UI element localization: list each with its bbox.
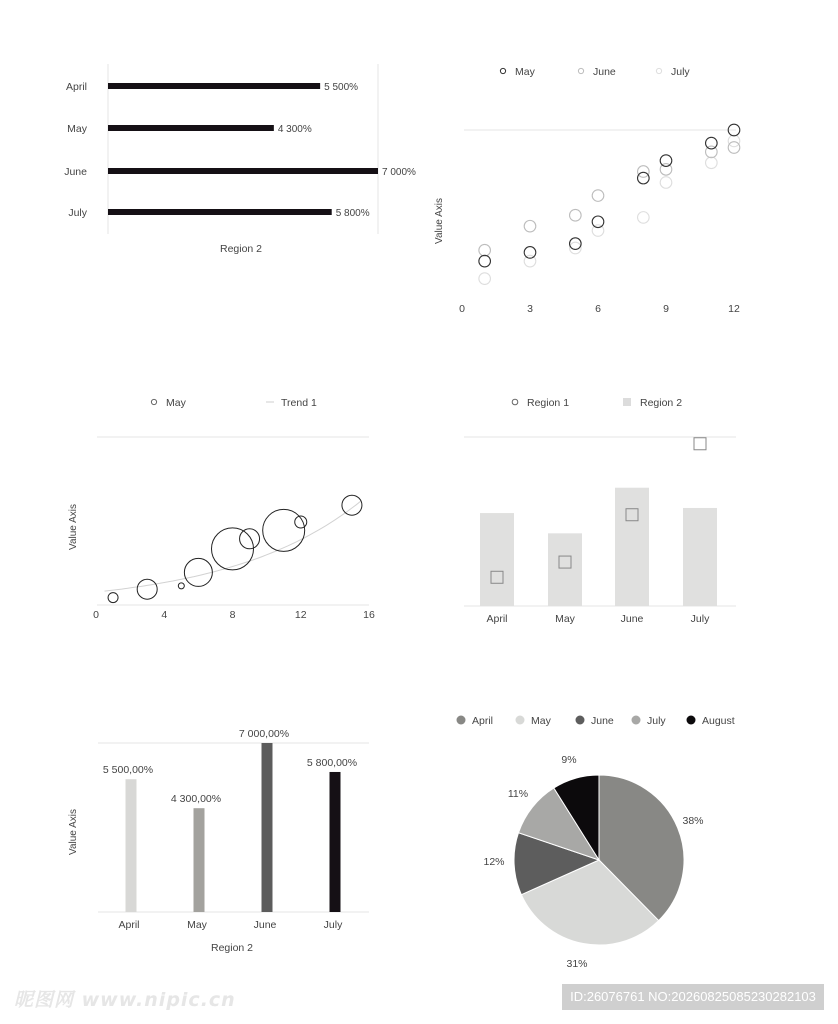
data-label: 5 800% bbox=[335, 208, 370, 219]
legend-label: June bbox=[593, 66, 616, 78]
category-label: May bbox=[187, 919, 207, 931]
data-point bbox=[728, 142, 740, 154]
legend-marker bbox=[687, 716, 696, 725]
data-point bbox=[638, 166, 650, 178]
data-point bbox=[479, 273, 491, 285]
data-label: 4 300,00% bbox=[170, 793, 222, 806]
category-label: June bbox=[620, 613, 644, 625]
bar bbox=[548, 533, 582, 606]
axis-title: Region 2 bbox=[219, 243, 263, 255]
legend-marker bbox=[500, 68, 505, 73]
data-label: 5 800,00% bbox=[306, 756, 358, 769]
data-label: 4 300% bbox=[277, 124, 312, 135]
bar bbox=[615, 488, 649, 606]
marker bbox=[694, 438, 706, 450]
chart-vertical-bar bbox=[68, 728, 369, 954]
trendline bbox=[105, 501, 361, 591]
category-label: May bbox=[555, 613, 575, 625]
tick-label: 9 bbox=[663, 303, 669, 315]
data-label: 7 000,00% bbox=[238, 728, 290, 740]
bubble bbox=[108, 593, 118, 603]
data-point bbox=[706, 137, 718, 149]
chart-horizontal-bar bbox=[64, 64, 416, 255]
data-point bbox=[479, 244, 491, 256]
slice-label: 11% bbox=[507, 788, 529, 800]
axis-title: Value Axis bbox=[434, 198, 445, 244]
axis-title: Value Axis bbox=[68, 504, 79, 550]
legend-marker bbox=[516, 716, 525, 725]
bubble bbox=[184, 558, 212, 586]
watermark-id: ID:26076761 NO:20260825085230282103 bbox=[562, 984, 824, 1010]
legend-label: August bbox=[702, 715, 735, 727]
chart-scatter bbox=[434, 66, 740, 315]
bar bbox=[194, 808, 205, 912]
data-point bbox=[570, 209, 582, 221]
legend-label: Trend 1 bbox=[281, 397, 317, 409]
bar bbox=[126, 779, 137, 912]
legend-label: June bbox=[591, 715, 614, 727]
legend-marker bbox=[632, 716, 641, 725]
legend-label: July bbox=[647, 715, 666, 727]
legend-label: May bbox=[166, 397, 186, 409]
data-label: 5 500,00% bbox=[102, 764, 154, 777]
data-point bbox=[660, 155, 672, 167]
category-label: April bbox=[486, 613, 508, 625]
tick-label: 12 bbox=[728, 303, 740, 315]
data-point bbox=[479, 255, 491, 267]
legend-label: Region 1 bbox=[527, 397, 570, 409]
legend-label: April bbox=[472, 715, 494, 727]
data-point bbox=[524, 247, 536, 259]
data-point bbox=[728, 135, 740, 147]
bubble bbox=[240, 529, 260, 549]
tick-label: 6 bbox=[595, 303, 601, 315]
tick-label: 4 bbox=[161, 609, 168, 621]
slice-label: 31% bbox=[566, 958, 588, 970]
tick-label: 0 bbox=[93, 609, 99, 621]
legend-marker bbox=[576, 716, 585, 725]
bar bbox=[108, 125, 274, 131]
data-point bbox=[638, 212, 650, 224]
axis-title: Value Axis bbox=[68, 809, 79, 855]
bubble bbox=[178, 583, 184, 589]
category-label: June bbox=[253, 919, 277, 931]
data-point bbox=[638, 172, 650, 184]
category-label: July bbox=[323, 919, 343, 931]
chart-column-markers bbox=[464, 397, 736, 625]
legend-label: Region 2 bbox=[640, 397, 683, 409]
bar bbox=[683, 508, 717, 606]
tick-label: 12 bbox=[294, 609, 307, 621]
tick-label: 0 bbox=[459, 303, 465, 315]
data-label: 5 500% bbox=[324, 82, 359, 93]
legend-label: July bbox=[671, 66, 690, 78]
category-label: April bbox=[65, 81, 87, 93]
tick-label: 3 bbox=[527, 303, 533, 315]
bar bbox=[108, 83, 320, 89]
legend-marker bbox=[512, 399, 518, 405]
category-label: July bbox=[690, 613, 710, 625]
bubble bbox=[263, 509, 305, 551]
bubble bbox=[137, 579, 157, 599]
slice-label: 9% bbox=[561, 754, 577, 766]
bar bbox=[262, 743, 273, 912]
data-point bbox=[706, 157, 718, 169]
data-label: 7 000% bbox=[382, 167, 416, 178]
legend-marker bbox=[623, 398, 631, 406]
legend-marker bbox=[656, 68, 661, 73]
data-point bbox=[592, 190, 604, 202]
legend-label: May bbox=[531, 715, 551, 727]
bubble bbox=[342, 495, 362, 515]
legend-marker bbox=[457, 716, 466, 725]
bar bbox=[330, 772, 341, 912]
watermark-logo: 昵图网 www.nipic.cn bbox=[14, 989, 236, 1011]
category-label: May bbox=[67, 123, 87, 135]
data-point bbox=[660, 177, 672, 189]
data-point bbox=[592, 216, 604, 228]
category-label: April bbox=[118, 919, 140, 931]
slice-label: 38% bbox=[682, 815, 704, 827]
chart-bubble bbox=[68, 397, 375, 621]
chart-pie bbox=[457, 715, 735, 970]
bar bbox=[108, 168, 378, 174]
tick-label: 16 bbox=[363, 609, 375, 621]
legend-marker bbox=[578, 68, 583, 73]
category-label: July bbox=[68, 207, 87, 219]
axis-title: Region 2 bbox=[210, 942, 254, 954]
data-point bbox=[524, 220, 536, 232]
bar bbox=[480, 513, 514, 606]
category-label: June bbox=[64, 166, 87, 178]
slice-label: 12% bbox=[483, 856, 505, 868]
bar bbox=[108, 209, 332, 215]
tick-label: 8 bbox=[229, 609, 236, 621]
legend-marker bbox=[151, 399, 156, 404]
legend-label: May bbox=[515, 66, 535, 78]
